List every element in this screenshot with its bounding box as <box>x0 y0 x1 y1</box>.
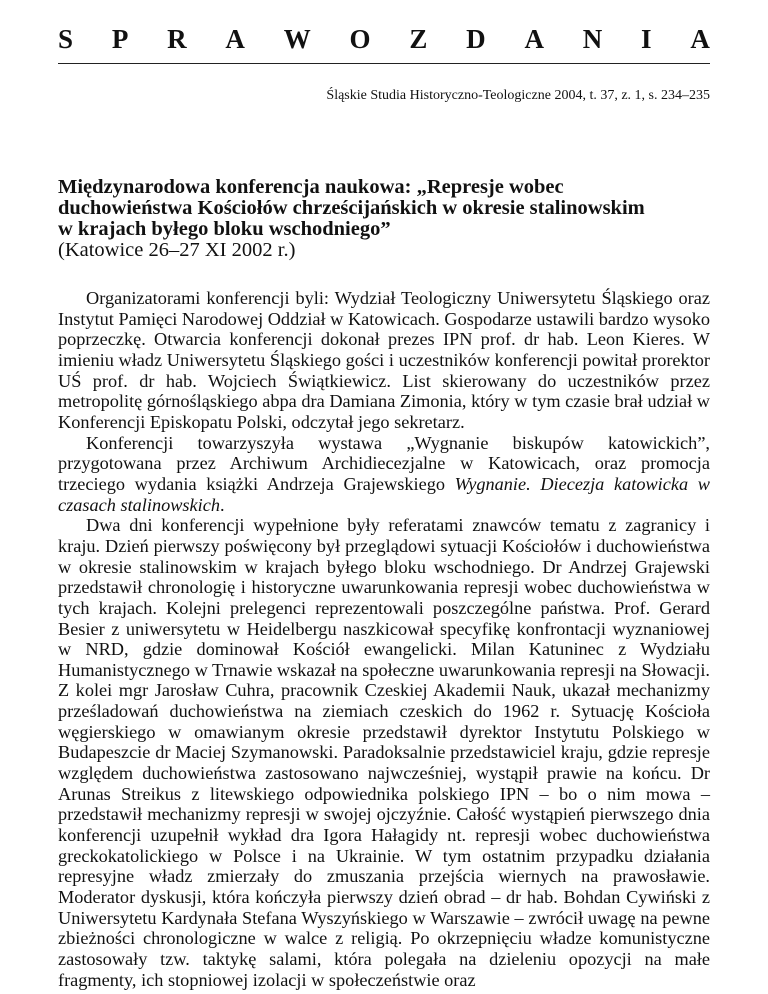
body-paragraph <box>58 433 710 516</box>
body-text-run: . <box>219 494 225 515</box>
header-letter: Z <box>409 24 428 54</box>
article-title-line: duchowieństwa Kościołów chrześcijańskich w okresie stalinowskim <box>58 197 645 219</box>
header-letter: N <box>582 24 603 54</box>
header-letter: P <box>111 24 129 54</box>
header-letter: W <box>283 24 311 54</box>
header-letter: R <box>167 24 187 54</box>
article-title-block <box>58 177 710 261</box>
header-divider <box>58 63 710 64</box>
article-body <box>58 288 710 990</box>
header-letter: S <box>58 24 74 54</box>
body-paragraph: Dwa dni konferencji wypełnione były referatami znawców tematu z zagranicy i kraju. Dzień pierwszy poświęcony był przeglądowi sytuacji Kościołów i duchowieństwa w okresie stalinowskim w krajach byłego bloku wschodniego. Dr Andrzej Grajewski przedstawił chronologię i historyczne uwarunkowania represji wobec duchowieństwa w tych krajach. Kolejni prelegenci reprezentowali poszczególne państwa. Prof. Gerard Besier z uniwersytetu w Heidelbergu naszkicował specyfikę konfrontacji wyznaniowej w NRD, gdzie dominował Kościół ewangelicki. Milan Katuninec z Wydziału Humanistycznego w Trnawie wskazał na społeczne uwarunkowania represji na Słowacji. Z kolei mgr Jarosław Cuhra, pracownik Czeskiej Akademii Nauk, ukazał mechanizmy prześladowań duchowieństwa na ziemiach czeskich do 1962 r. Sytuację Kościoła węgierskiego w omawianym okresie przedstawił dyrektor Instytutu Polskiego w Budapeszcie dr Maciej Szymanowski. Paradoksalnie przedstawiciel kraju, gdzie represje względem duchowieństwa zastosowano najwcześniej, wystąpił prawie na końcu. Dr Arunas Streikus z litewskiego odpowiednika polskiego IPN – bo o nim mowa – przedstawił mechanizmy represji w swojej ojczyźnie. Całość wystąpień pierwszego dnia konferencji uzupełnił wykład dra Igora Hałagidy nt. represji wobec duchowieństwa greckokatolickiego w Polsce i na Ukrainie. W tym ostatnim przypadku działania represyjne władz zmierzały do zmuszania przejścia wiernych na prawosławie. Moderator dyskusji, która kończyła pierwszy dzień obrad – dr hab. Bohdan Cywiński z Uniwersytetu Kardynała Stefana Wyszyńskiego w Warszawie – zwrócił uwagę na pewne zbieżności chronologiczne w walce z religią. Po okrzepnięciu władze komunistyczne zastosowały tzw. taktykę salami, która polegała na dzieleniu opozycji na małe fragmenty, ich stopniowej izolacji w społeczeństwie oraz <box>58 515 710 990</box>
header-letter: A <box>225 24 245 54</box>
header-letter: I <box>641 24 652 54</box>
header-letter: O <box>349 24 371 54</box>
header-letter: A <box>524 24 544 54</box>
article-title-line: w krajach byłego bloku wschodniego” <box>58 218 391 240</box>
header-letter: A <box>690 24 710 54</box>
header-letter: D <box>466 24 486 54</box>
section-header <box>58 22 710 56</box>
article-subtitle: (Katowice 26–27 XI 2002 r.) <box>58 239 296 261</box>
article-title-line: Międzynarodowa konferencja naukowa: „Represje wobec <box>58 176 564 198</box>
journal-citation: Śląskie Studia Historyczno-Teologiczne 2004, t. 37, z. 1, s. 234–235 <box>326 88 710 103</box>
body-paragraph: Organizatorami konferencji byli: Wydział Teologiczny Uniwersytetu Śląskiego oraz Instytut Pamięci Narodowej Oddział w Katowicach. Gospodarze ustawili bardzo wysoko poprzeczkę. Otwarcia konferencji dokonał prezes IPN prof. dr hab. Leon Kieres. W imieniu władz Uniwersytetu Śląskiego gości i uczestników konferencji powitał prorektor UŚ prof. dr hab. Wojciech Świątkiewicz. List skierowany do uczestników przez metropolitę górnośląskiego abpa dra Damiana Zimonia, który w tym czasie brał udział w Konferencji Episkopatu Polski, odczytał jego sekretarz. <box>58 288 710 432</box>
body-text-run: Konferencji towarzyszyła wystawa „Wygnanie biskupów katowickich”, przygotowana przez Archiwum Archidiecezjalne w Katowicach, oraz promocja trzeciego wydania książki Andrzeja Grajewskiego <box>58 432 710 494</box>
book-title-italic: Wygnanie. Diecezja katowicka w czasach stalinowskich <box>58 473 711 515</box>
